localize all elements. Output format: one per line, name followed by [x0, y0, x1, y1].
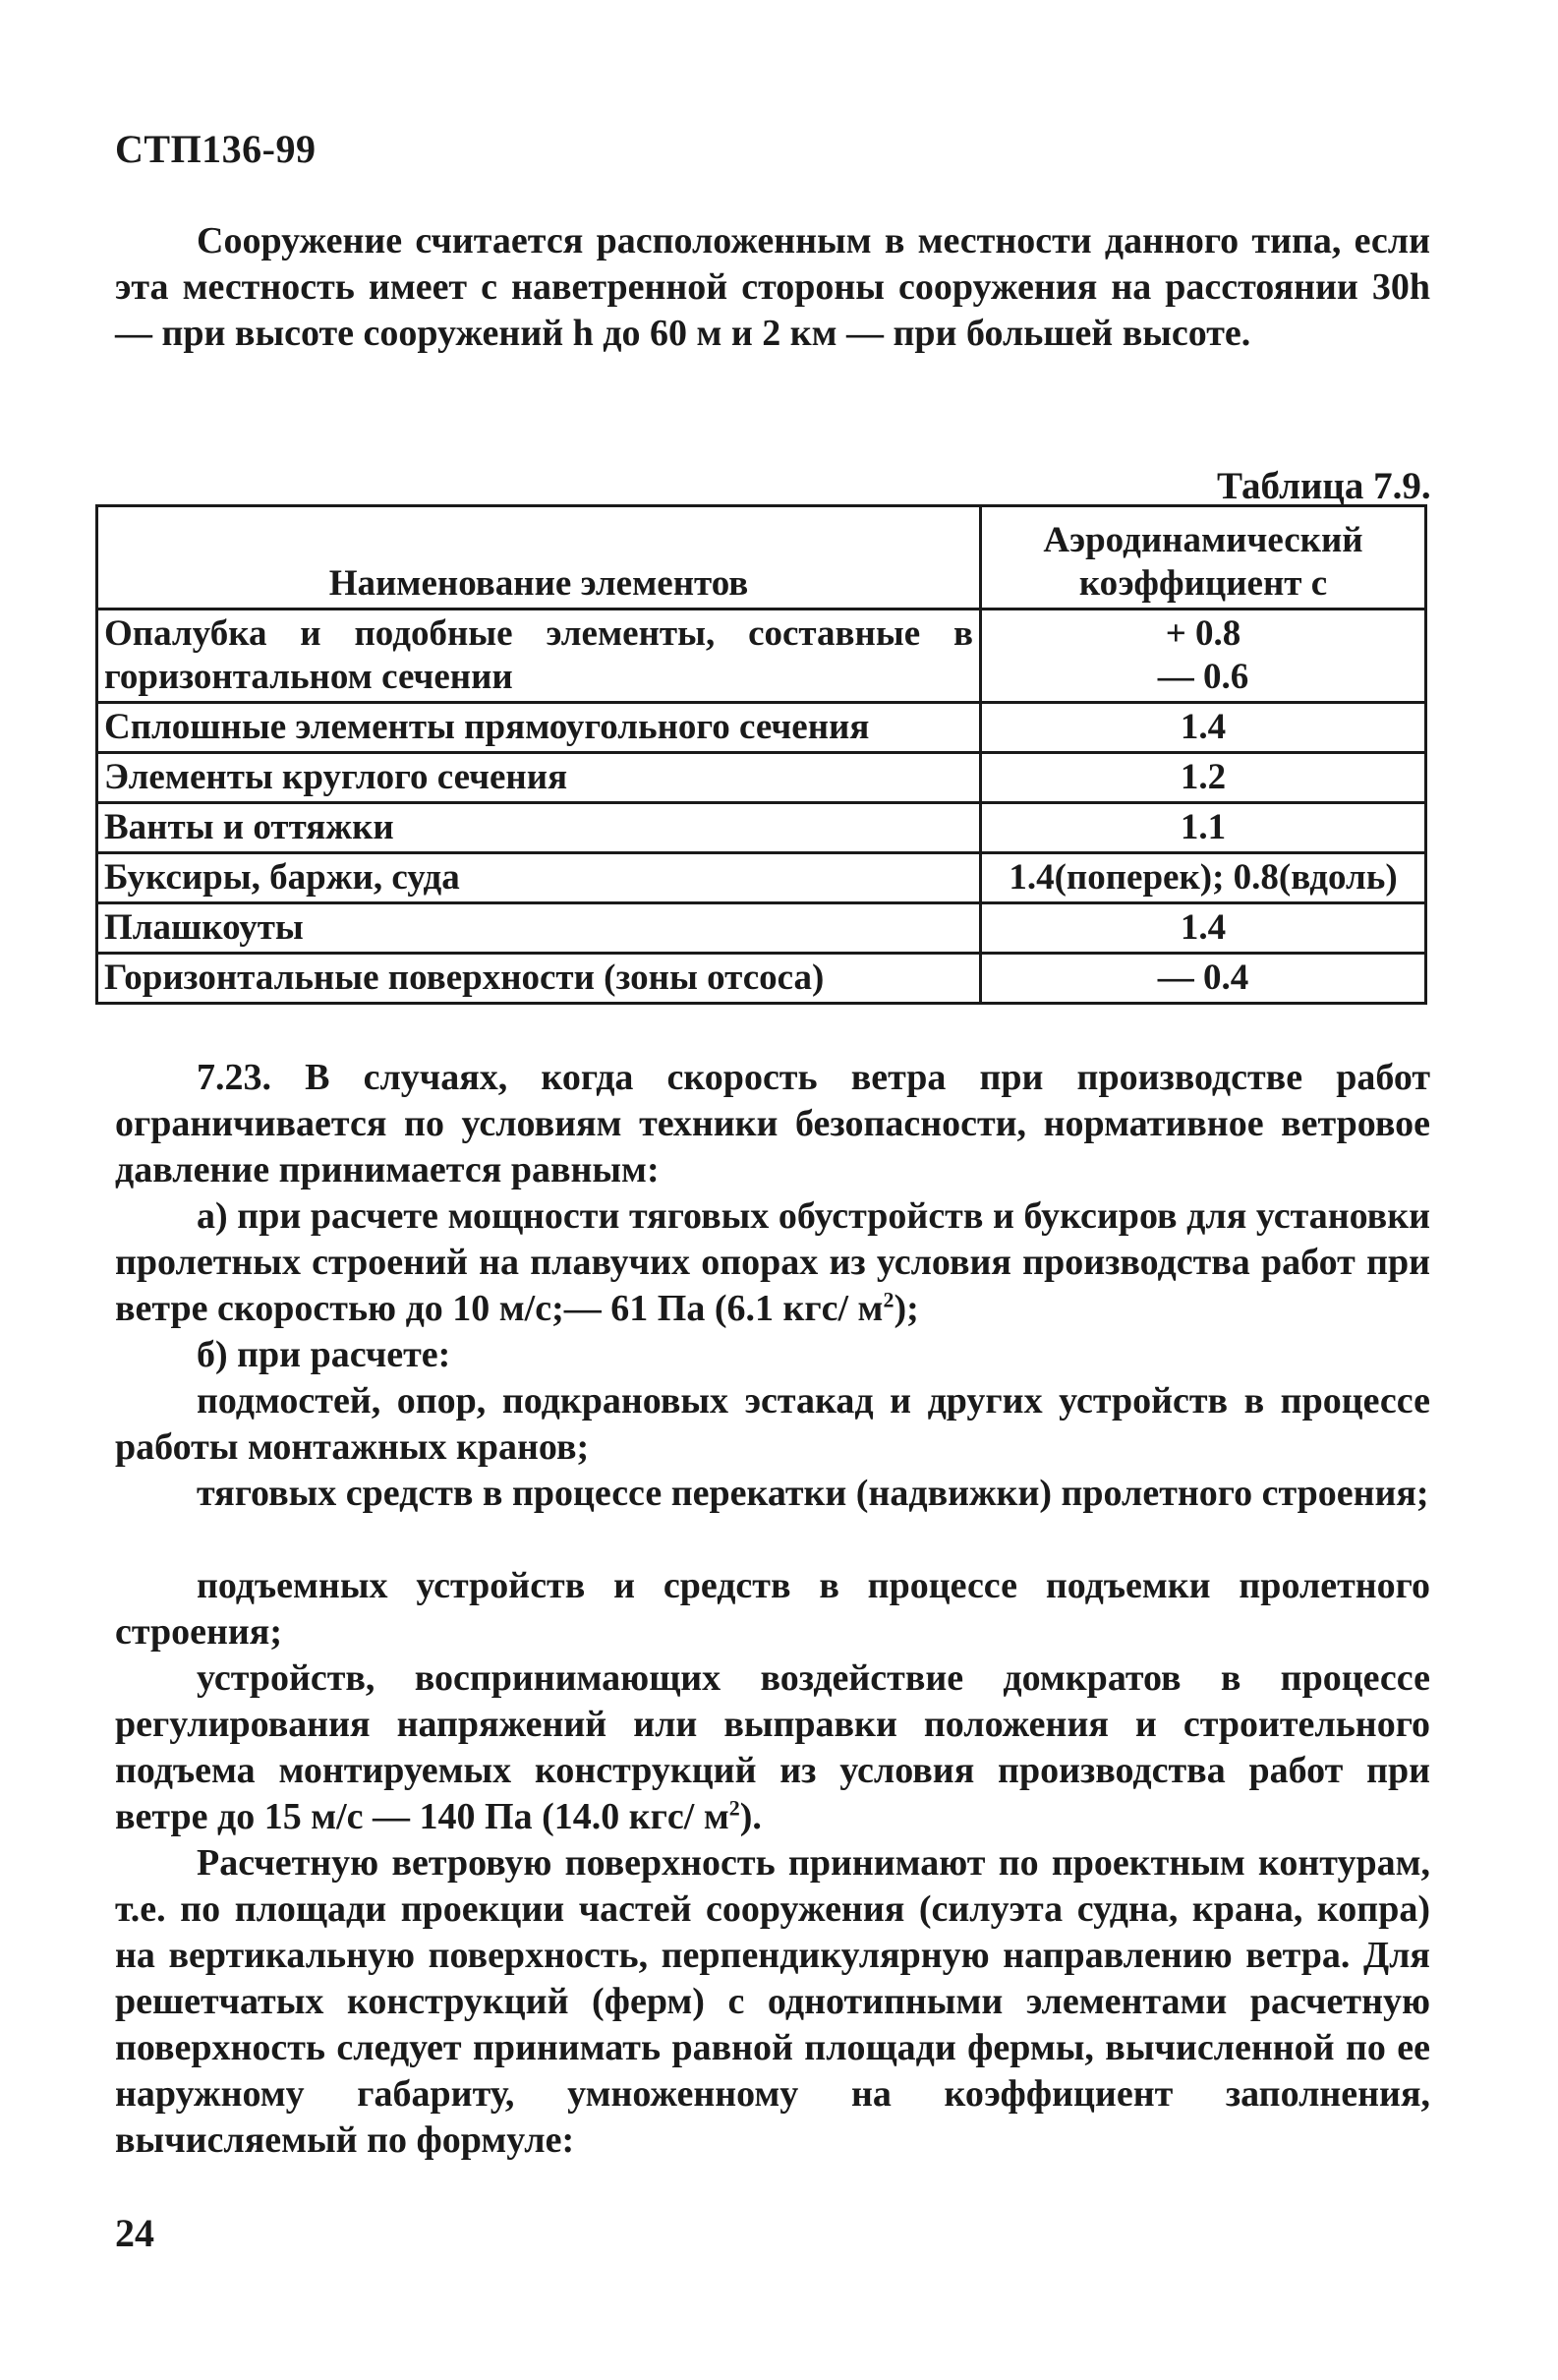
- row-value: 1.2: [981, 753, 1426, 803]
- table-row: [97, 610, 1426, 703]
- aerodynamic-coefficient-table: [95, 504, 1427, 1005]
- list-paragraph: [115, 1655, 1430, 1840]
- list-paragraph-text-end: ).: [739, 1796, 762, 1837]
- row-name: Сплошные элементы прямоугольного сечения: [97, 703, 981, 753]
- item-a-paragraph: [115, 1193, 1430, 1332]
- row-value: 1.1: [981, 803, 1426, 853]
- table-row: [97, 954, 1426, 1004]
- table-row: [97, 903, 1426, 954]
- list-paragraph: тяговых средств в процессе перекатки (надвижки) пролетного строения;: [197, 1473, 1429, 1514]
- header-element-name: Наименование элементов: [97, 506, 981, 610]
- row-value-negative: — 0.6: [1157, 657, 1249, 697]
- page-number: 24: [115, 2211, 154, 2255]
- table-caption: Таблица 7.9.: [1217, 465, 1431, 507]
- row-value: 1.4(поперек); 0.8(вдоль): [981, 853, 1426, 903]
- item-a-text-end: );: [894, 1288, 919, 1329]
- section-7-23-paragraph: 7.23. В случаях, когда скорость ветра при производстве работ ограничивается по условиям техники безопасности, нормативное ветровое давление принимается равным:: [115, 1057, 1430, 1190]
- document-code-header: СТП136-99: [115, 127, 317, 171]
- row-value: [981, 610, 1426, 703]
- list-paragraph-superscript: 2: [728, 1795, 740, 1821]
- row-value-positive: + 0.8: [1165, 613, 1241, 654]
- row-value: — 0.4: [981, 954, 1426, 1004]
- wind-surface-paragraph: Расчетную ветровую поверхность принимают по проектным контурам, т.е. по площади проекции частей сооружения (силуэта судна, крана, копра) на вертикальную поверхность, перпендикулярную направлению ветра. Для решетчатых конструкций (ферм) с однотипными элементами расчетную поверхность следует принимать равной площади фермы, вычисленной по ее наружному габариту, умноженному на коэффициент заполнения, вычисляемый по формуле:: [115, 1842, 1430, 2161]
- list-paragraph: подмостей, опор, подкрановых эстакад и других устройств в процессе работы монтажных кранов;: [115, 1380, 1430, 1468]
- item-b-paragraph: б) при расчете:: [197, 1334, 451, 1375]
- intro-paragraph: Сооружение считается расположенным в местности данного типа, если эта местность имеет с наветренной стороны сооружения на расстоянии 30h — при высоте сооружений h до 60 м и 2 км — при большей высоте.: [115, 220, 1430, 354]
- table-row: [97, 803, 1426, 853]
- item-a-text: а) при расчете мощности тяговых обустройств и буксиров для установки пролетных строений на плавучих опорах из условия производства работ при ветре скоростью до 10 м/с;— 61 Па (6.1 кгс/ м: [115, 1195, 1430, 1329]
- table-header-row: [97, 506, 1426, 610]
- table-row: [97, 853, 1426, 903]
- list-paragraph-text: устройств, воспринимающих воздействие домкратов в процессе регулирования напряжений или выправки положения и строительного подъема монтируемых конструкций из условия производства работ при ветре до 15 м/с — 140 Па (14.0 кгс/ м: [115, 1657, 1430, 1837]
- table-row: [97, 753, 1426, 803]
- row-name: Ванты и оттяжки: [97, 803, 981, 853]
- row-name: Плашкоуты: [97, 903, 981, 954]
- row-name: Опалубка и подобные элементы, составные в горизонтальном сечении: [97, 610, 981, 703]
- row-value: 1.4: [981, 703, 1426, 753]
- item-a-superscript: 2: [883, 1287, 894, 1312]
- list-paragraph: подъемных устройств и средств в процессе подъемки пролетного строения;: [115, 1565, 1430, 1653]
- header-coefficient: Аэродинамический коэффициент с: [981, 506, 1426, 610]
- row-name: Буксиры, баржи, суда: [97, 853, 981, 903]
- row-name: Элементы круглого сечения: [97, 753, 981, 803]
- table-row: [97, 703, 1426, 753]
- row-value: 1.4: [981, 903, 1426, 954]
- row-name: Горизонтальные поверхности (зоны отсоса): [97, 954, 981, 1004]
